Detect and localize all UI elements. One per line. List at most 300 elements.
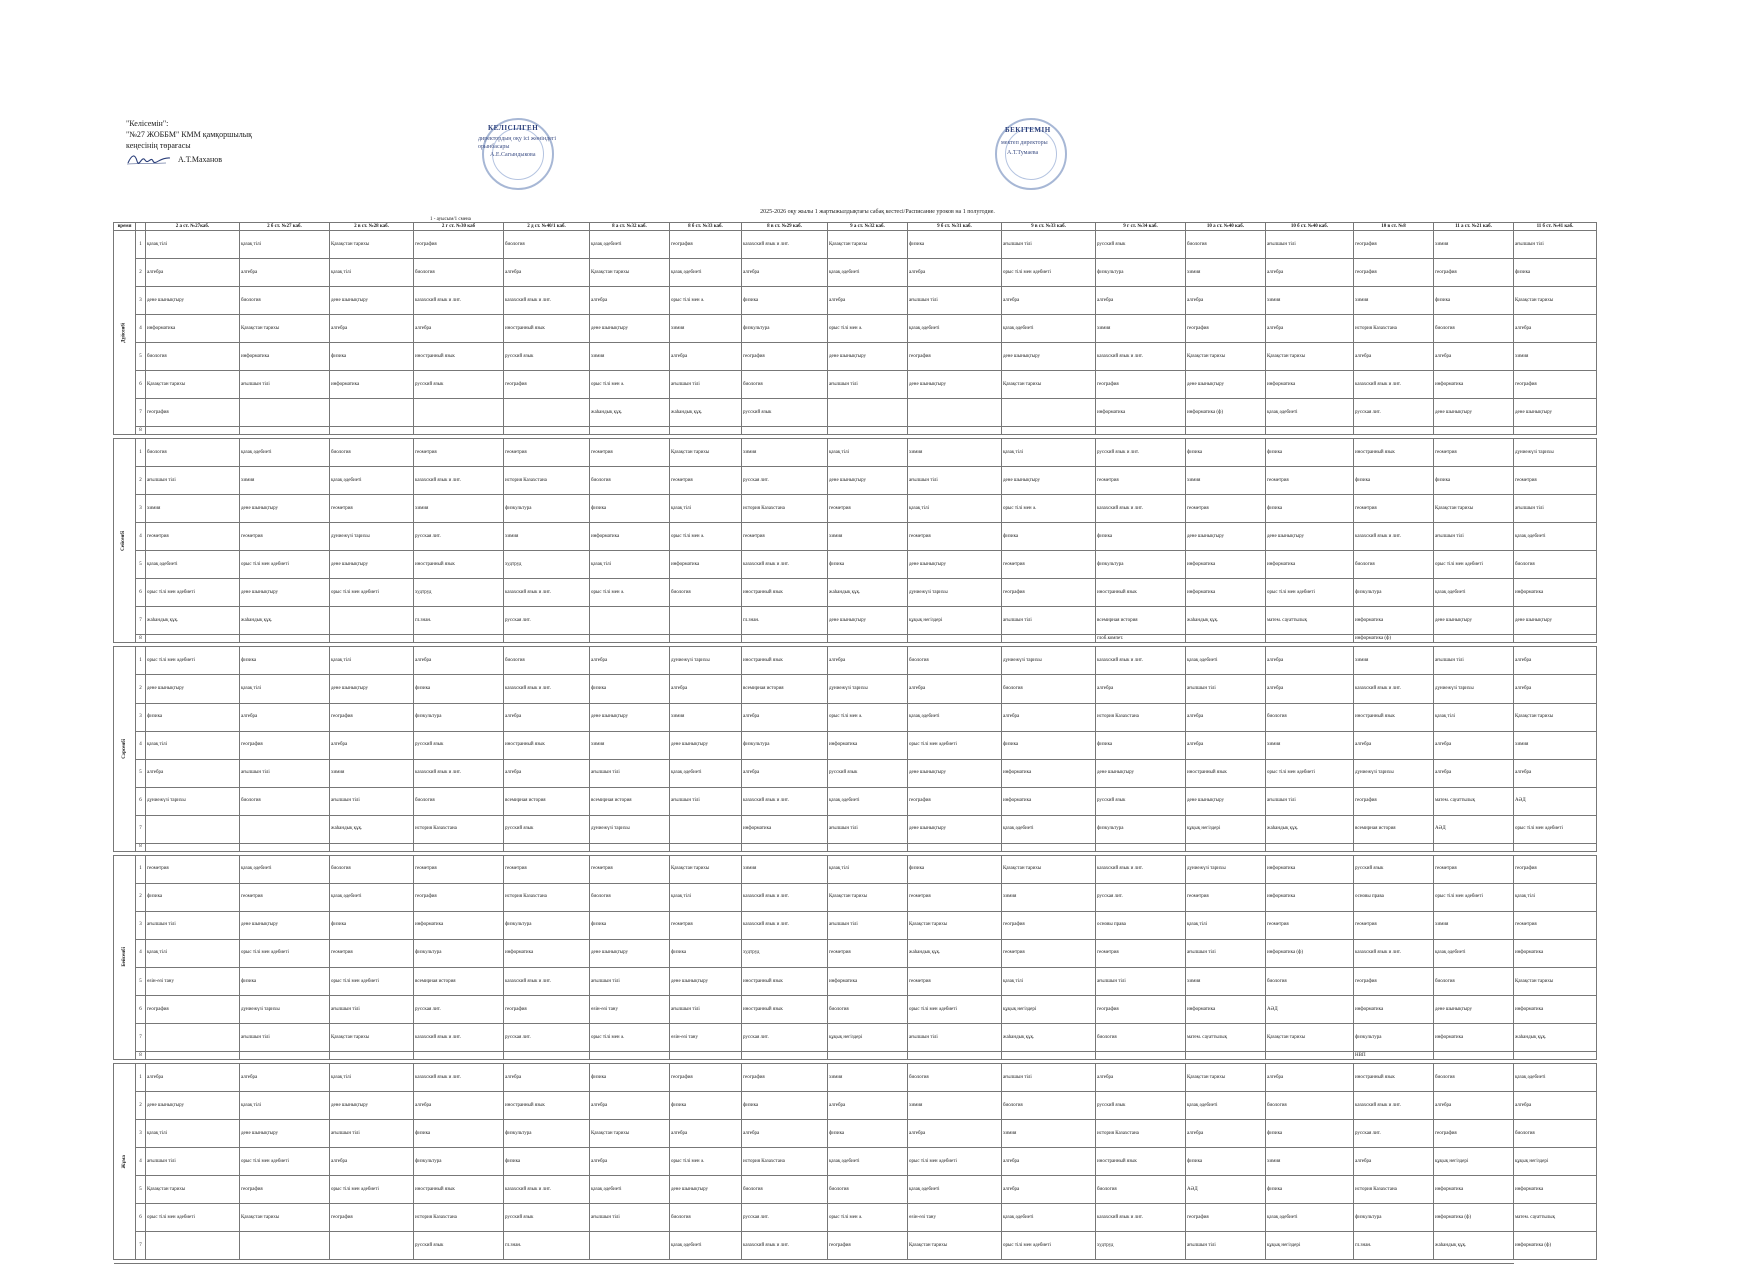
- table-cell: география: [1514, 371, 1597, 399]
- table-cell: дүниежүзі тарихы: [1186, 855, 1266, 883]
- table-cell: [1266, 635, 1354, 643]
- table-cell: дүниежүзі тарихы: [908, 579, 1002, 607]
- table-cell: алгебра: [670, 343, 742, 371]
- table-cell: алгебра: [1096, 287, 1186, 315]
- table-cell: информатика: [1186, 551, 1266, 579]
- header-cell: [136, 223, 146, 231]
- table-cell: география: [908, 787, 1002, 815]
- table-cell: информатика: [1514, 939, 1597, 967]
- table-cell: информатика: [670, 551, 742, 579]
- stamp-left: [478, 118, 557, 190]
- lesson-number: 1: [136, 439, 146, 467]
- table-cell: жаhандық құқ.: [1434, 1232, 1514, 1260]
- table-cell: алгебра: [1266, 647, 1354, 675]
- table-cell: геометрия: [240, 523, 330, 551]
- table-cell: химия: [1186, 467, 1266, 495]
- table-cell: орыс тілі мен әдебиеті: [1266, 759, 1354, 787]
- table-cell: құқық негіздері: [1186, 815, 1266, 843]
- lesson-number: 3: [136, 1119, 146, 1147]
- table-cell: дене шынықтыру: [146, 675, 240, 703]
- table-cell: дене шынықтыру: [1434, 607, 1514, 635]
- table-cell: физика: [240, 647, 330, 675]
- table-cell: алгебра: [414, 647, 504, 675]
- table-cell: дене шынықтыру: [146, 287, 240, 315]
- table-cell: [908, 427, 1002, 435]
- header-cell: 9 а ст. №32 каб.: [828, 223, 908, 231]
- table-cell: жаhандық құқ.: [1266, 815, 1354, 843]
- table-cell: құқық негіздері: [1514, 1147, 1597, 1175]
- table-cell: дене шынықтыру: [1434, 399, 1514, 427]
- table-cell: Қазақстан тарихы: [240, 1204, 330, 1232]
- table-cell: русский язык и лит.: [1096, 439, 1186, 467]
- table-cell: алгебра: [590, 1147, 670, 1175]
- table-cell: биология: [908, 647, 1002, 675]
- day-label: [114, 439, 136, 643]
- table-row: [114, 787, 1597, 815]
- lesson-number: 5: [136, 967, 146, 995]
- table-cell: география: [1096, 995, 1186, 1023]
- table-cell: химия: [414, 495, 504, 523]
- table-cell: химия: [670, 703, 742, 731]
- table-cell: казахский язык и лит.: [742, 911, 828, 939]
- table-cell: орыс тілі мен әдебиеті: [1514, 815, 1597, 843]
- table-cell: география: [1354, 967, 1434, 995]
- table-cell: история Казахстана: [504, 883, 590, 911]
- table-cell: қазақ әдебиеті: [146, 551, 240, 579]
- table-cell: Қазақстан тарихы: [1266, 343, 1354, 371]
- table-cell: алгебра: [1266, 315, 1354, 343]
- table-cell: казахский язык и лит.: [742, 1232, 828, 1260]
- table-cell: қазақ әдебиеті: [670, 759, 742, 787]
- table-cell: физика: [414, 1119, 504, 1147]
- table-cell: қазақ әдебиеті: [1514, 1063, 1597, 1091]
- table-cell: Қазақстан тарихы: [330, 1023, 414, 1051]
- table-cell: физика: [742, 287, 828, 315]
- table-cell: дене шынықтыру: [908, 371, 1002, 399]
- table-cell: матем. сауаттылық: [1434, 787, 1514, 815]
- table-cell: алгебра: [1514, 647, 1597, 675]
- table-cell: қазақ тілі: [240, 675, 330, 703]
- table-cell: геометрия: [828, 939, 908, 967]
- table-cell: русский язык: [1354, 855, 1434, 883]
- lesson-number: 8: [136, 1051, 146, 1059]
- table-cell: химия: [742, 855, 828, 883]
- table-cell: физика: [1266, 1119, 1354, 1147]
- stamp-left-line-2: орынбасары: [478, 144, 510, 150]
- table-cell: иностранный язык: [414, 1176, 504, 1204]
- table-cell: физика: [742, 1091, 828, 1119]
- table-cell: алгебра: [1434, 343, 1514, 371]
- table-cell: Қазақстан тарихы: [1434, 495, 1514, 523]
- table-cell: дене шынықтыру: [670, 1176, 742, 1204]
- table-cell: алгебра: [742, 703, 828, 731]
- table-cell: история Казахстана: [1354, 315, 1434, 343]
- table-cell: физика: [908, 231, 1002, 259]
- header-cell: 2 в ст. №28 каб.: [330, 223, 414, 231]
- schedule-table: [113, 222, 1597, 1264]
- table-cell: қазақ әдебиеті: [1186, 1091, 1266, 1119]
- table-cell: құқық негіздері: [828, 1023, 908, 1051]
- table-cell: ағылшын тілі: [1186, 1232, 1266, 1260]
- table-cell: [828, 635, 908, 643]
- table-cell: [1002, 1051, 1096, 1059]
- table-cell: Қазақстан тарихы: [1514, 287, 1597, 315]
- table-cell: всемирная история: [414, 967, 504, 995]
- table-row: [114, 759, 1597, 787]
- table-cell: өзін-өзі тану: [908, 1204, 1002, 1232]
- table-cell: геометрия: [742, 523, 828, 551]
- table-cell: казахский язык и лит.: [1096, 343, 1186, 371]
- table-cell: география: [1002, 911, 1096, 939]
- table-cell: қазақ әдебиеті: [1434, 939, 1514, 967]
- table-cell: ағылшын тілі: [146, 467, 240, 495]
- table-cell: глоб.компет.: [1096, 635, 1186, 643]
- table-cell: [670, 843, 742, 851]
- header-cell: 10 в ст. №8: [1354, 223, 1434, 231]
- table-cell: АӘД: [1514, 787, 1597, 815]
- table-cell: ағылшын тілі: [1434, 523, 1514, 551]
- table-cell: қазақ тілі: [330, 259, 414, 287]
- table-cell: иностранный язык: [742, 579, 828, 607]
- table-cell: география: [240, 731, 330, 759]
- table-cell: қазақ тілі: [1002, 439, 1096, 467]
- table-cell: геометрия: [908, 883, 1002, 911]
- table-cell: [414, 635, 504, 643]
- table-cell: алгебра: [1266, 675, 1354, 703]
- lesson-number: 2: [136, 883, 146, 911]
- table-cell: матем. сауаттылық: [1186, 1023, 1266, 1051]
- table-cell: химия: [908, 439, 1002, 467]
- table-cell: [1434, 843, 1514, 851]
- table-cell: информатика: [1002, 787, 1096, 815]
- header-cell: 9 г ст. №34 каб.: [1096, 223, 1186, 231]
- table-cell: география: [330, 1204, 414, 1232]
- table-cell: физика: [590, 1063, 670, 1091]
- lesson-number: 8: [136, 843, 146, 851]
- lesson-number: 3: [136, 911, 146, 939]
- table-cell: ағылшын тілі: [1186, 939, 1266, 967]
- table-cell: дене шынықтыру: [240, 495, 330, 523]
- table-cell: алгебра: [1002, 287, 1096, 315]
- table-cell: алгебра: [1096, 1063, 1186, 1091]
- table-cell: орыс тілі мен ә.: [670, 1147, 742, 1175]
- table-cell: ағылшын тілі: [908, 287, 1002, 315]
- table-cell: қазақ әдебиеті: [1266, 1204, 1354, 1232]
- table-cell: русская лит.: [742, 1023, 828, 1051]
- table-cell: физика: [146, 703, 240, 731]
- header-cell: 10 б ст. №40 каб.: [1266, 223, 1354, 231]
- table-cell: Қазақстан тарихы: [1514, 703, 1597, 731]
- stamp-left-line-1: директордың оқу ісі жөніндегі: [478, 136, 557, 142]
- table-cell: орыс тілі мен ә.: [1002, 495, 1096, 523]
- table-cell: ағылшын тілі: [240, 371, 330, 399]
- table-cell: гл.знан.: [742, 607, 828, 635]
- table-cell: геометрия: [146, 855, 240, 883]
- table-cell: алгебра: [146, 1063, 240, 1091]
- table-cell: информатика: [1266, 371, 1354, 399]
- table-cell: алгебра: [670, 1119, 742, 1147]
- table-cell: қазақ әдебиеті: [330, 467, 414, 495]
- table-cell: [670, 1051, 742, 1059]
- table-cell: география: [1186, 315, 1266, 343]
- table-cell: қазақ әдебиеті: [908, 1176, 1002, 1204]
- table-cell: дене шынықтыру: [1186, 523, 1266, 551]
- table-cell: иностранный язык: [414, 343, 504, 371]
- table-cell: русский язык: [828, 759, 908, 787]
- signature-scribble: [126, 152, 172, 166]
- table-cell: [590, 843, 670, 851]
- table-cell: худтруд: [1096, 1232, 1186, 1260]
- table-cell: казахский язык и лит.: [414, 467, 504, 495]
- table-cell: орыс тілі мен ә.: [590, 371, 670, 399]
- table-row: [114, 967, 1597, 995]
- table-cell: [828, 399, 908, 427]
- table-cell: жаhандық құқ.: [670, 399, 742, 427]
- table-cell: [742, 1051, 828, 1059]
- table-cell: алгебра: [330, 315, 414, 343]
- table-cell: ағылшын тілі: [1002, 231, 1096, 259]
- header-cell: 11 б ст. №41 каб.: [1514, 223, 1597, 231]
- table-cell: казахский язык и лит.: [414, 287, 504, 315]
- table-cell: физкультура: [1096, 259, 1186, 287]
- table-cell: қазақ тілі: [1514, 883, 1597, 911]
- table-cell: дүниежүзі тарихы: [1514, 439, 1597, 467]
- table-cell: орыс тілі мен әдебиеті: [908, 1147, 1002, 1175]
- table-cell: русская лит.: [414, 995, 504, 1023]
- table-cell: физика: [1266, 439, 1354, 467]
- lesson-number: 4: [136, 1147, 146, 1175]
- table-cell: алгебра: [742, 259, 828, 287]
- table-cell: иностранный язык: [1354, 1063, 1434, 1091]
- table-cell: информатика (ф): [1266, 939, 1354, 967]
- table-cell: география: [1514, 855, 1597, 883]
- lesson-number: 4: [136, 939, 146, 967]
- table-cell: информатика: [590, 523, 670, 551]
- table-cell: қазақ әдебиеті: [828, 787, 908, 815]
- table-cell: Қазақстан тарихы: [146, 1176, 240, 1204]
- lesson-number: 5: [136, 551, 146, 579]
- table-cell: [504, 399, 590, 427]
- table-cell: физика: [670, 939, 742, 967]
- table-cell: дене шынықтыру: [828, 467, 908, 495]
- table-cell: алгебра: [908, 675, 1002, 703]
- table-cell: алгебра: [504, 1063, 590, 1091]
- table-cell: қазақ әдебиеті: [670, 1232, 742, 1260]
- table-cell: қазақ әдебиеті: [590, 1176, 670, 1204]
- table-cell: информатика: [1186, 579, 1266, 607]
- table-cell: ағылшын тілі: [1434, 647, 1514, 675]
- table-cell: геометрия: [1434, 855, 1514, 883]
- table-cell: орыс тілі мен ә.: [828, 1204, 908, 1232]
- table-cell: биология: [504, 231, 590, 259]
- schedule-table-wrap: [113, 222, 1574, 1264]
- table-cell: алгебра: [330, 731, 414, 759]
- lesson-number: 7: [136, 815, 146, 843]
- table-cell: жаhандық құқ.: [1002, 1023, 1096, 1051]
- table-cell: биология: [828, 1176, 908, 1204]
- lesson-number: 6: [136, 579, 146, 607]
- table-cell: [240, 635, 330, 643]
- table-cell: физкультура: [742, 731, 828, 759]
- table-row: [114, 495, 1597, 523]
- table-cell: биология: [504, 647, 590, 675]
- table-cell: алгебра: [1434, 759, 1514, 787]
- table-cell: дене шынықтыру: [240, 1119, 330, 1147]
- table-cell: алгебра: [1354, 1147, 1434, 1175]
- table-cell: Қазақстан тарихы: [670, 855, 742, 883]
- table-cell: иностранный язык: [504, 315, 590, 343]
- table-cell: геометрия: [1514, 467, 1597, 495]
- table-cell: биология: [240, 287, 330, 315]
- table-cell: алгебра: [828, 287, 908, 315]
- table-cell: қазақ тілі: [590, 551, 670, 579]
- table-cell: история Казахстана: [1096, 1119, 1186, 1147]
- table-cell: казахский язык и лит.: [504, 579, 590, 607]
- table-cell: қазақ әдебиеті: [1002, 815, 1096, 843]
- table-cell: [330, 1051, 414, 1059]
- table-cell: геометрия: [1354, 495, 1434, 523]
- table-cell: алгебра: [330, 1147, 414, 1175]
- table-cell: география: [1096, 371, 1186, 399]
- table-cell: русский язык: [414, 1232, 504, 1260]
- table-cell: дене шынықтыру: [828, 343, 908, 371]
- table-cell: физика: [1186, 1147, 1266, 1175]
- table-cell: физика: [1434, 467, 1514, 495]
- table-row: [114, 675, 1597, 703]
- table-cell: орыс тілі мен әдебиеті: [330, 1176, 414, 1204]
- table-row: [114, 579, 1597, 607]
- table-cell: иностранный язык: [742, 967, 828, 995]
- table-cell: қазақ әдебиеті: [1514, 523, 1597, 551]
- table-cell: [828, 843, 908, 851]
- table-cell: [1096, 427, 1186, 435]
- table-cell: қазақ әдебиеті: [1266, 399, 1354, 427]
- table-cell: жаhандық құқ.: [1186, 607, 1266, 635]
- table-cell: геометрия: [908, 523, 1002, 551]
- table-cell: [146, 635, 240, 643]
- table-cell: алгебра: [240, 259, 330, 287]
- table-cell: химия: [240, 467, 330, 495]
- lesson-number: 7: [136, 1023, 146, 1051]
- stamp-right-line-2: А.Т.Тумаева: [1007, 150, 1039, 156]
- table-cell: информатика (ф): [1186, 399, 1266, 427]
- table-row: [114, 343, 1597, 371]
- table-cell: [590, 635, 670, 643]
- table-row: [114, 523, 1597, 551]
- table-cell: ағылшын тілі: [240, 1023, 330, 1051]
- table-cell: информатика: [1266, 883, 1354, 911]
- table-cell: дене шынықтыру: [1266, 523, 1354, 551]
- table-cell: физкультура: [1354, 1204, 1434, 1232]
- table-cell: ағылшын тілі: [670, 371, 742, 399]
- header-cell: 2 б ст. №27 каб.: [240, 223, 330, 231]
- table-row: [114, 1204, 1597, 1232]
- table-cell: физика: [590, 911, 670, 939]
- table-cell: география: [330, 703, 414, 731]
- day-name: Бейсенбі: [121, 947, 127, 968]
- table-cell: информатика (ф): [1354, 635, 1434, 643]
- table-cell: казахский язык и лит.: [1354, 371, 1434, 399]
- table-cell: русский язык: [1096, 1091, 1186, 1119]
- table-cell: өзін-өзі тану: [670, 1023, 742, 1051]
- table-cell: қазақ тілі: [146, 231, 240, 259]
- table-cell: информатика: [1514, 995, 1597, 1023]
- table-cell: геометрия: [1002, 551, 1096, 579]
- table-cell: физкультура: [414, 1147, 504, 1175]
- table-cell: орыс тілі мен ә.: [590, 579, 670, 607]
- table-cell: [1002, 427, 1096, 435]
- table-cell: химия: [146, 495, 240, 523]
- table-cell: қазақ әдебиеті: [1186, 647, 1266, 675]
- table-cell: русский язык: [504, 343, 590, 371]
- table-cell: информатика: [1434, 1023, 1514, 1051]
- table-cell: ағылшын тілі: [670, 787, 742, 815]
- table-cell: основы права: [1096, 911, 1186, 939]
- table-cell: информатика: [414, 911, 504, 939]
- table-cell: история Казахстана: [414, 815, 504, 843]
- approval-line-2: "№27 ЖОББМ" КММ қамқоршылық: [126, 130, 252, 139]
- table-cell: физкультура: [504, 911, 590, 939]
- table-cell: қазақ әдебиеті: [590, 231, 670, 259]
- approval-name: А.Т.Маханов: [178, 154, 223, 164]
- table-cell: [1186, 843, 1266, 851]
- table-cell: алгебра: [414, 1091, 504, 1119]
- table-cell: физика: [1186, 439, 1266, 467]
- table-cell: дене шынықтыру: [908, 551, 1002, 579]
- table-cell: всемирная история: [1354, 815, 1434, 843]
- table-cell: всемирная история: [1096, 607, 1186, 635]
- table-cell: өзін-өзі тану: [146, 967, 240, 995]
- table-cell: ағылшын тілі: [1186, 675, 1266, 703]
- table-cell: всемирная история: [742, 675, 828, 703]
- table-cell: физкультура: [504, 1119, 590, 1147]
- table-cell: информатика: [1186, 995, 1266, 1023]
- table-cell: русский язык: [414, 371, 504, 399]
- table-cell: қазақ әдебиеті: [1002, 315, 1096, 343]
- table-cell: география: [146, 399, 240, 427]
- table-cell: [414, 1051, 504, 1059]
- table-cell: ағылшын тілі: [330, 787, 414, 815]
- table-cell: алгебра: [146, 259, 240, 287]
- table-cell: ағылшын тілі: [330, 1119, 414, 1147]
- table-cell: биология: [146, 343, 240, 371]
- table-cell: биология: [1266, 1091, 1354, 1119]
- table-cell: геометрия: [1266, 911, 1354, 939]
- table-cell: алгебра: [1514, 759, 1597, 787]
- table-cell: ағылшын тілі: [908, 467, 1002, 495]
- header-cell: 8 а ст. №32 каб.: [590, 223, 670, 231]
- table-cell: химия: [670, 315, 742, 343]
- table-cell: география: [504, 371, 590, 399]
- table-cell: иностранный язык: [1354, 703, 1434, 731]
- table-cell: [828, 427, 908, 435]
- lesson-number: 4: [136, 731, 146, 759]
- table-cell: информатика: [1354, 995, 1434, 1023]
- table-cell: [330, 399, 414, 427]
- table-cell: дене шынықтыру: [1186, 787, 1266, 815]
- table-cell: жаhандық құқ.: [908, 939, 1002, 967]
- table-cell: құқық негіздері: [1266, 1232, 1354, 1260]
- table-cell: ағылшын тілі: [590, 967, 670, 995]
- table-cell: алгебра: [1354, 731, 1434, 759]
- table-cell: қазақ әдебиеті: [330, 883, 414, 911]
- table-cell: ағылшын тілі: [330, 995, 414, 1023]
- table-cell: [1434, 1051, 1514, 1059]
- table-cell: Қазақстан тарихы: [590, 259, 670, 287]
- table-cell: [504, 1051, 590, 1059]
- table-cell: [146, 427, 240, 435]
- table-cell: казахский язык и лит.: [414, 1023, 504, 1051]
